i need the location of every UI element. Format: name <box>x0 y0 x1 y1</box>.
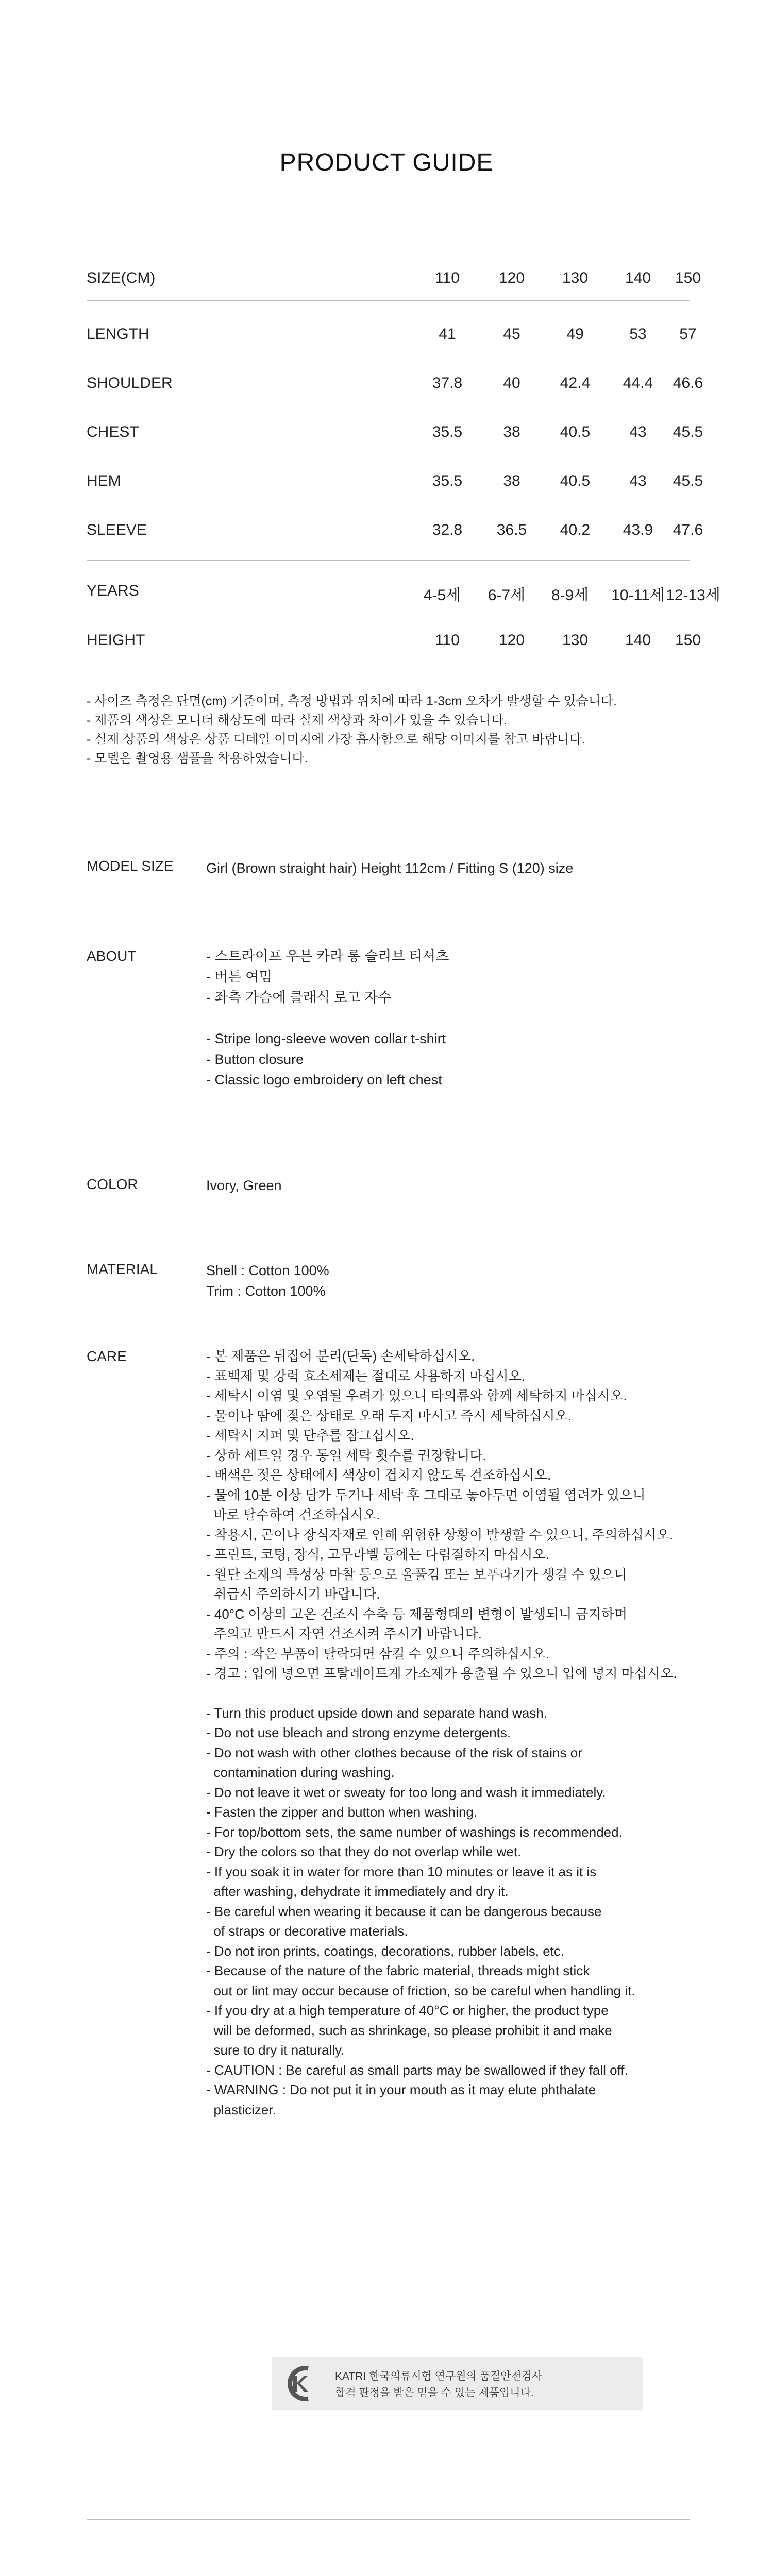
care-line: - 주의 : 작은 부품이 탈락되면 삼킬 수 있으니 주의하십시오. <box>206 1646 549 1662</box>
table-row <box>87 472 703 493</box>
table-cell: 140 <box>625 632 651 649</box>
size-col-140: 140 <box>625 269 651 286</box>
table-cell: 8-9세 <box>551 587 589 604</box>
care-line: - Fasten the zipper and button when washing. <box>206 1804 478 1820</box>
care-line: - 물에 10분 이상 담가 두거나 세탁 후 그대로 놓아두면 이염될 염려가 있으니 <box>206 1487 646 1503</box>
care-line: - Turn this product upside down and separate hand wash. <box>206 1705 547 1721</box>
size-col-130: 130 <box>562 269 589 286</box>
size-col-120: 120 <box>498 269 525 286</box>
table-cell: 53 <box>629 326 647 343</box>
care-instructions <box>206 1346 677 2120</box>
table-cell: 40.2 <box>560 521 591 538</box>
katri-line: KATRI 한국의류시험 연구원의 품질안전검사 <box>335 2370 543 2382</box>
table-cell: 6-7세 <box>488 587 526 604</box>
care-line: plasticizer. <box>206 2102 276 2117</box>
care-line: 취급시 주의하시기 바랍니다. <box>206 1586 380 1602</box>
size-table-header <box>87 269 701 290</box>
care-line: 바로 탈수하여 건조하십시오. <box>206 1507 380 1522</box>
size-header-label: SIZE(CM) <box>87 269 156 286</box>
table-cell: 40.5 <box>560 423 591 440</box>
care-line: sure to dry it naturally. <box>206 2042 345 2058</box>
care-line: - 상하 세트일 경우 동일 세탁 횟수를 권장합니다. <box>206 1447 486 1463</box>
care-line: - 본 제품은 뒤집어 분리(단독) 손세탁하십시오. <box>206 1348 475 1364</box>
table-cell: 43 <box>629 472 647 489</box>
table-cell: 32.8 <box>432 521 463 538</box>
table-row <box>87 582 720 604</box>
row-label: SHOULDER <box>87 375 173 392</box>
table-cell: 43.9 <box>623 521 653 538</box>
care-line: out or lint may occur because of friction, so be careful when handling it. <box>206 1982 635 1998</box>
care-line: - 착용시, 곤이나 장식자재로 인해 위험한 상황이 발생할 수 있으니, 주의하십시오. <box>206 1527 674 1543</box>
care-line: - 물이나 땀에 젖은 상태로 오래 두지 마시고 즉시 세탁하십시오. <box>206 1408 572 1423</box>
care-line: - Do not wash with other clothes because of the risk of stains or <box>206 1744 582 1760</box>
about-line: - Stripe long-sleeve woven collar t-shirt <box>206 1031 446 1046</box>
model-size-text: Girl (Brown straight hair) Height 112cm / Fitting S (120) size <box>206 860 574 876</box>
about-text <box>206 946 449 1090</box>
table-cell: 45.5 <box>673 472 703 489</box>
table-row <box>87 375 703 395</box>
table-cell: 38 <box>503 472 520 489</box>
table-cell: 45.5 <box>673 423 703 440</box>
row-label: YEARS <box>87 582 139 599</box>
care-line: - Because of the nature of the fabric material, threads might stick <box>206 1963 590 1978</box>
table-cell: 130 <box>562 632 589 649</box>
table-cell: 41 <box>439 326 456 343</box>
care-line: - Dry the colors so that they do not overlap while wet. <box>206 1844 522 1859</box>
material-line: Trim : Cotton 100% <box>206 1283 326 1299</box>
table-cell: 150 <box>675 632 701 649</box>
katri-line: 합격 판정을 받은 믿을 수 있는 제품입니다. <box>335 2387 534 2399</box>
care-line: - 원단 소재의 특성상 마찰 등으로 올풀김 또는 보푸라기가 생길 수 있으니 <box>206 1566 627 1582</box>
care-line: - CAUTION : Be careful as small parts may be swallowed if they fall off. <box>206 2062 628 2078</box>
size-col-150: 150 <box>675 269 701 286</box>
table-row <box>87 632 701 652</box>
care-line: - For top/bottom sets, the same number of washings is recommended. <box>206 1824 623 1840</box>
about-line: - 좌측 가슴에 클래식 로고 자수 <box>206 990 392 1005</box>
table-cell: 45 <box>503 326 520 343</box>
model-size-label: MODEL SIZE <box>87 858 174 874</box>
row-label: HEM <box>87 472 121 489</box>
care-line: - 프린트, 코팅, 장식, 고무라벨 등에는 다림질하지 마십시오. <box>206 1547 549 1562</box>
table-cell: 37.8 <box>432 375 463 392</box>
care-line: - 표백제 및 강력 효소세제는 절대로 사용하지 마십시오. <box>206 1368 525 1384</box>
table-cell: 4-5세 <box>423 587 461 604</box>
about-line: - Classic logo embroidery on left chest <box>206 1072 442 1088</box>
care-label: CARE <box>87 1348 127 1364</box>
divider <box>87 2519 690 2520</box>
divider <box>87 560 690 561</box>
care-line: - WARNING : Do not put it in your mouth as it may elute phthalate <box>206 2082 596 2097</box>
divider <box>87 300 690 301</box>
table-cell: 35.5 <box>432 472 463 489</box>
color-text: Ivory, Green <box>206 1178 282 1193</box>
table-row <box>87 521 703 542</box>
about-label: ABOUT <box>87 948 137 964</box>
table-cell: 44.4 <box>623 375 653 392</box>
care-line: - Be careful when wearing it because it can be dangerous because <box>206 1903 602 1919</box>
table-cell: 47.6 <box>673 521 703 538</box>
about-line <box>206 1008 449 1028</box>
note-line: - 모델은 촬영용 샘플을 착용하였습니다. <box>87 751 308 766</box>
table-cell: 40 <box>503 375 520 392</box>
table-row <box>87 326 697 346</box>
care-line: of straps or decorative materials. <box>206 1923 408 1939</box>
row-label: SLEEVE <box>87 521 147 538</box>
about-line: - Button closure <box>206 1052 304 1067</box>
about-line: - 버튼 여밈 <box>206 969 273 985</box>
care-line: - If you dry at a high temperature of 40°C or higher, the product type <box>206 2003 609 2018</box>
care-line: - 배색은 젖은 상태에서 색상이 겹치지 않도록 건조하십시오. <box>206 1467 551 1483</box>
care-line: - 세탁시 이염 및 오염될 우려가 있으니 타의류와 함께 세탁하지 마십시오. <box>206 1388 627 1403</box>
table-cell: 42.4 <box>560 375 591 392</box>
row-label: LENGTH <box>87 326 149 343</box>
care-line: contamination during washing. <box>206 1765 395 1780</box>
note-line: - 제품의 색상은 모니터 해상도에 따라 실제 색상과 차이가 있을 수 있습니다. <box>87 713 508 727</box>
care-line: - If you soak it in water for more than 10 minutes or leave it as it is <box>206 1863 597 1879</box>
care-line: - Do not use bleach and strong enzyme detergents. <box>206 1725 511 1740</box>
table-cell: 38 <box>503 423 520 440</box>
table-cell: 57 <box>679 326 697 343</box>
care-line: - Do not iron prints, coatings, decorations, rubber labels, etc. <box>206 1943 565 1959</box>
kc-mark-icon <box>282 2364 318 2403</box>
care-line: - 경고 : 입에 넣으면 프탈레이트계 가소제가 용출될 수 있으니 입에 넣지 마십시오. <box>206 1666 677 1681</box>
table-cell: 49 <box>566 326 584 343</box>
care-line: - 40°C 이상의 고온 건조시 수축 등 제품형태의 변형이 발생되니 금지하며 <box>206 1606 628 1622</box>
note-line: - 실제 상품의 색상은 상품 디테일 이미지에 가장 흡사함으로 해당 이미지를 참고 바랍니다. <box>87 732 586 747</box>
table-cell: 120 <box>498 632 525 649</box>
table-cell: 36.5 <box>496 521 527 538</box>
row-label: CHEST <box>87 423 139 440</box>
care-line: - 세탁시 지퍼 및 단추를 잠그십시오. <box>206 1428 414 1443</box>
size-col-110: 110 <box>435 269 460 286</box>
care-line: will be deformed, such as shrinkage, so please prohibit it and make <box>206 2022 612 2038</box>
material-label: MATERIAL <box>87 1261 158 1277</box>
table-row <box>87 423 703 444</box>
page-title: PRODUCT GUIDE <box>279 149 494 176</box>
size-notes <box>87 692 690 768</box>
table-cell: 40.5 <box>560 472 591 489</box>
care-line: 주의고 반드시 자연 건조시켜 주시기 바랍니다. <box>206 1626 482 1641</box>
table-cell: 43 <box>629 423 647 440</box>
color-label: COLOR <box>87 1176 138 1192</box>
material-text <box>206 1260 329 1301</box>
care-line: - Do not leave it wet or sweaty for too long and wash it immediately. <box>206 1784 606 1800</box>
katri-certification-box <box>272 2357 643 2410</box>
table-cell: 10-11세 <box>611 587 665 604</box>
katri-text <box>335 2368 542 2401</box>
care-line: after washing, dehydrate it immediately and dry it. <box>206 1884 509 1899</box>
table-cell: 46.6 <box>673 375 703 392</box>
table-cell: 35.5 <box>432 423 463 440</box>
table-cell: 12-13세 <box>666 587 720 604</box>
material-line: Shell : Cotton 100% <box>206 1263 329 1278</box>
row-label: HEIGHT <box>87 632 145 649</box>
note-line: - 사이즈 측정은 단면(cm) 기준이며, 측정 방법과 위치에 따라 1-3cm 오차가 발생할 수 있습니다. <box>87 694 617 708</box>
table-cell: 110 <box>435 632 460 649</box>
about-line: - 스트라이프 우븐 카라 롱 슬리브 티셔츠 <box>206 948 449 964</box>
